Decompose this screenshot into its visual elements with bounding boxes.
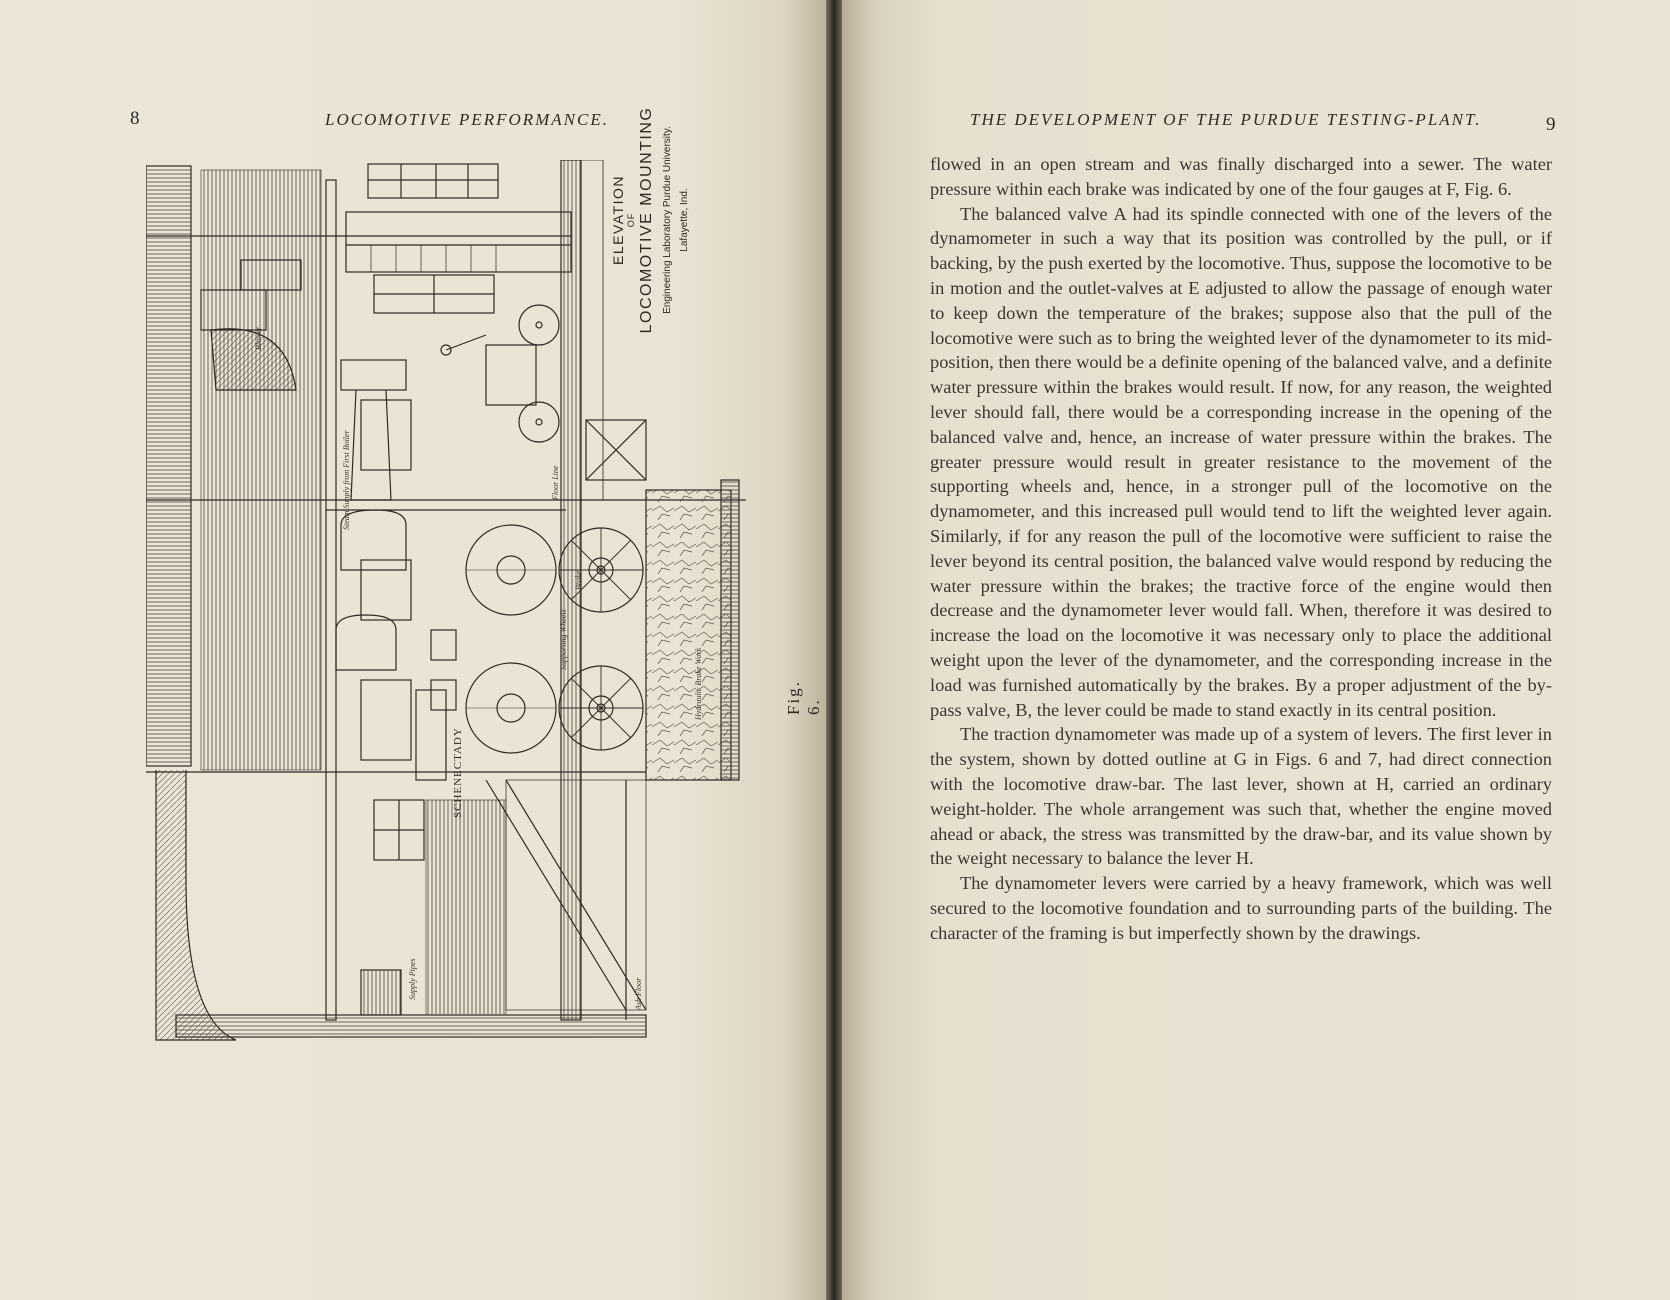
caption-line-institution: Engineering Laboratory Purdue University.: [662, 126, 673, 314]
page-number-right: 9: [1546, 114, 1556, 135]
figure-number: Fig. 6.: [784, 680, 823, 715]
caption-line-locomotive-mounting: LOCOMOTIVE MOUNTING: [638, 106, 655, 334]
label-blower: Blower: [254, 326, 263, 350]
label-supply-pipes: Supply Pipes: [408, 958, 417, 1000]
book-gutter: [826, 0, 842, 1300]
paragraph: flowed in an open stream and was finally discharged into a sewer. The water pressure within each brake was indicated by one of the four gauges at F, Fig. 6.: [930, 154, 1552, 199]
left-page: [0, 0, 826, 1300]
builder-plate-label: SCHENECTADY: [452, 727, 464, 818]
engineering-drawing: [146, 160, 796, 1120]
caption-line-of: OF: [626, 212, 636, 228]
label-ash-floor: Ash Floor: [634, 977, 643, 1010]
label-hydraulic-brake: Hydraulic Brake Work: [694, 647, 703, 720]
label-floor-line: Floor Line: [551, 465, 560, 500]
paragraph: The dynamometer levers were carried by a heavy framework, which was well secured to the locomotive foundation and to surrounding parts of the building. The character of the framing is but imperfectly shown by the drawings.: [930, 873, 1552, 943]
figure-elevation-drawing: [146, 160, 796, 1120]
label-brake: Brake: [574, 570, 583, 590]
page-number-left: 8: [130, 108, 140, 129]
body-text: [930, 152, 1552, 946]
paragraph: The traction dynamometer was made up of a system of levers. The first lever in the system, shown by dotted outline at G in Figs. 6 and 7, had direct connection with the locomotive draw-bar. The last lever, shown at H, carried an ordinary weight-holder. The whole arrangement was such that, whether the engine moved ahead or aback, the stress was transmitted by the draw-bar, and its value shown by the weight necessary to balance the lever H.: [930, 724, 1552, 869]
label-steam-supply: Steam Supply from First Boiler: [342, 430, 351, 530]
running-head-right: THE DEVELOPMENT OF THE PURDUE TESTING-PLANT.: [970, 110, 1482, 129]
running-head-left: LOCOMOTIVE PERFORMANCE.: [325, 110, 609, 129]
caption-line-location: Lafayette, Ind.: [679, 188, 690, 252]
figure-caption: [610, 60, 690, 380]
caption-line-elevation: ELEVATION: [610, 175, 626, 266]
label-supporting-wheels: Supporting Wheels: [559, 609, 568, 670]
paragraph: The balanced valve A had its spindle connected with one of the levers of the dynamometer in such a way that its position was controlled by the pull, or if backing, by the push exerted by the locomotive. Thus, suppose the locomotive to be in motion and the outlet-valves at E adjusted to allow the passage of enough water to keep down the temperature of the brakes; suppose also that the pull of the locomotive were such as to bring the weighted lever of the dynamometer to its mid-position, then there would be a definite opening of the balanced valve, and a definite water pressure within the brakes would result. If now, for any reason, the weighted lever should fall, there would be a corresponding increase in the opening of the balanced valve and, hence, an increase of water pressure within the brakes. The greater pressure would result in greater resistance to the movement of the supporting wheels and, hence, in a stronger pull of the locomotive on the dynamometer, and this increased pull would tend to lift the weighted lever again. Similarly, if for any reason the pull of the locomotive were sufficient to raise the lever beyond its central position, the balanced valve would respond by reducing the water pressure within the brakes; the tractive force of the engine would then decrease and the dynamometer lever would fall. When, therefore it was desired to increase the load on the locomotive it was necessary only to place the additional weight upon the lever of the dynamometer, and the corresponding increase in the load was furnished automatically by the brakes. By a proper adjustment of the by-pass valve, B, the lever could be made to stand exactly in its central position.: [930, 203, 1553, 720]
